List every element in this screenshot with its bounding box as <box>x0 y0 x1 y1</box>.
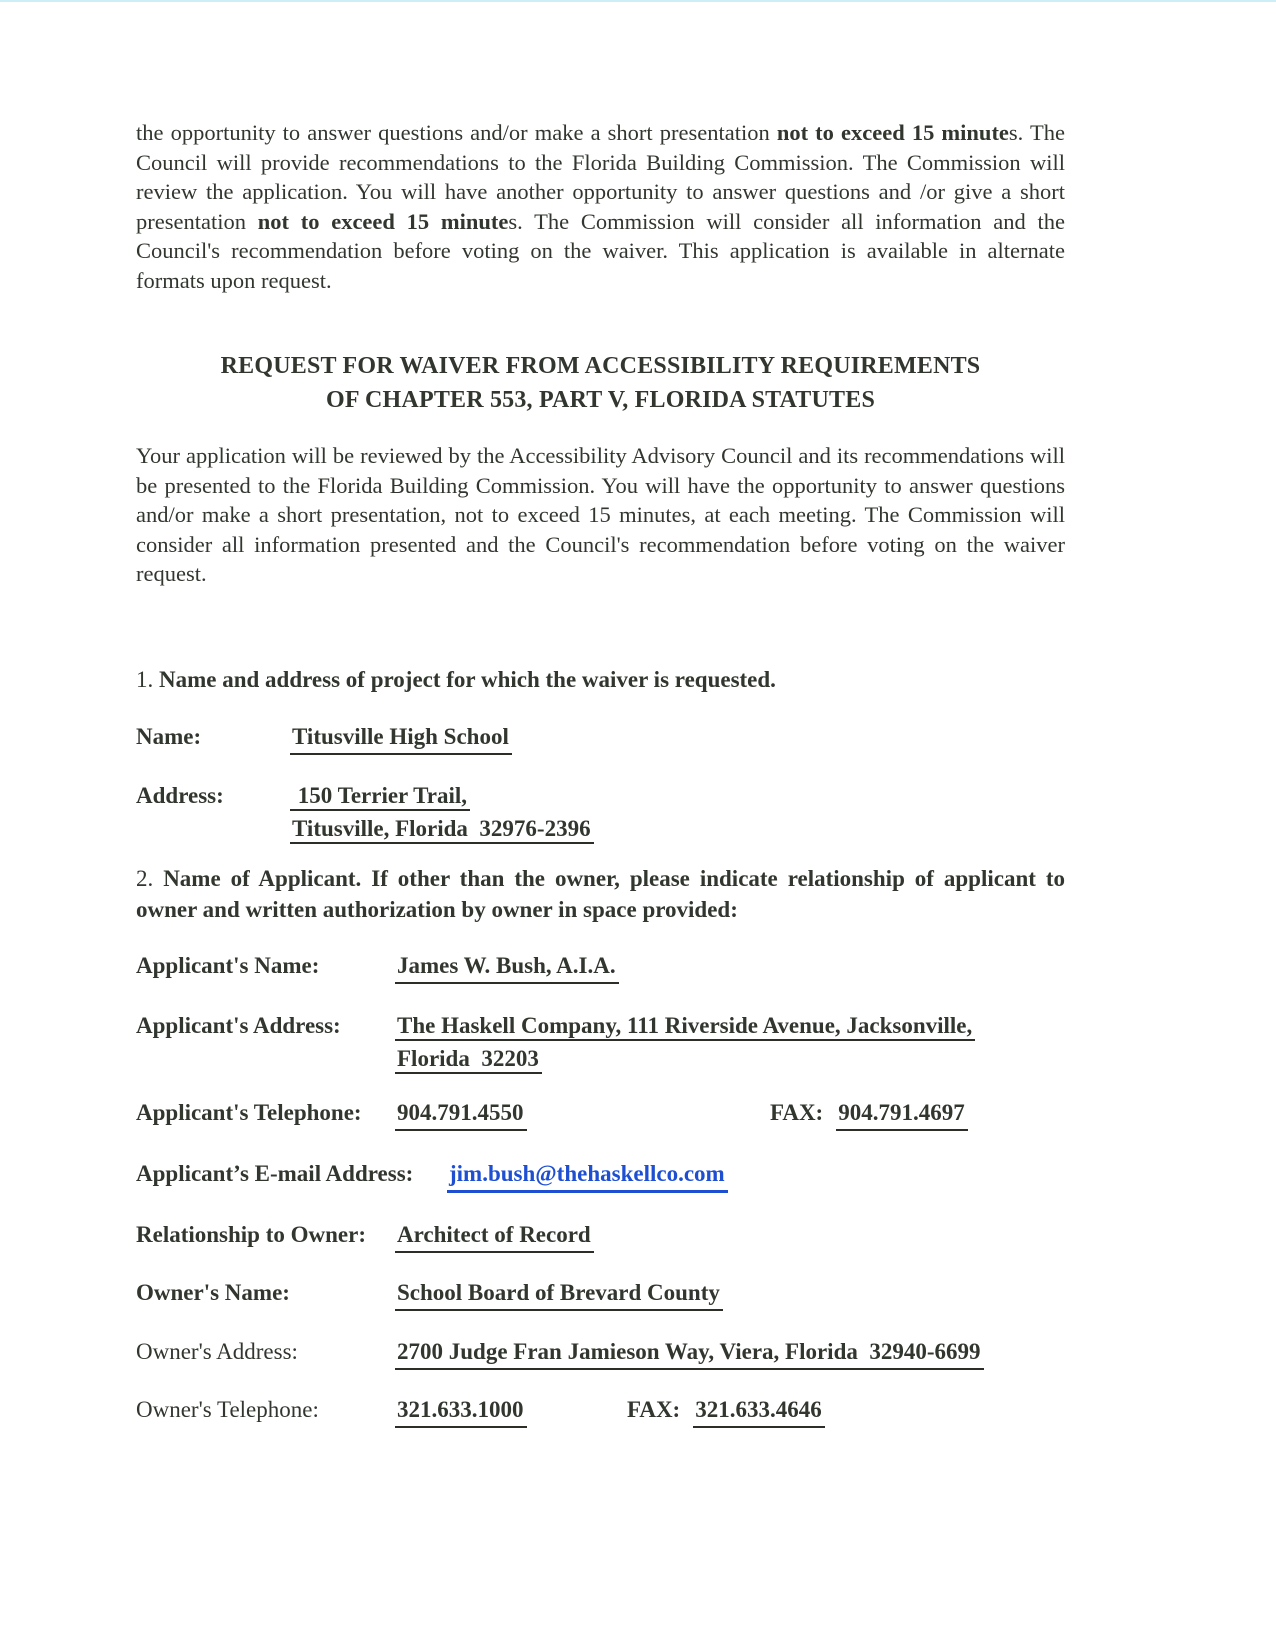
applicant-email-row <box>136 1159 1065 1193</box>
owner-fax-value: 321.633.4646 <box>693 1395 825 1428</box>
owner-fax-group <box>627 1395 825 1428</box>
project-name-label: Name: <box>136 723 202 749</box>
intro-bold-1: not to exceed 15 minute <box>776 120 1009 145</box>
relationship-value: Architect of Record <box>395 1220 594 1253</box>
review-paragraph: Your application will be reviewed by the Accessibility Advisory Council and its recommendations will be presented to the Florida Building Commission. You will have the opportunity to answer questions and/or make a short presentation, not to exceed 15 minutes, at each meeting. The Commission will consider all information presented and the Council's recommendation before voting on the waiver request. <box>136 443 1065 586</box>
relationship-label: Relationship to Owner: <box>136 1221 366 1247</box>
project-address-label: Address: <box>136 782 224 808</box>
applicant-phone-label: Applicant's Telephone: <box>136 1099 362 1125</box>
project-address-row <box>136 781 1065 844</box>
section-2-heading <box>136 863 1065 925</box>
project-address-line-1: 150 Terrier Trail, <box>290 783 470 811</box>
project-name-row <box>136 722 1065 755</box>
applicant-name-row <box>136 951 1065 984</box>
applicant-fax-group <box>770 1098 968 1131</box>
applicant-address-line-2: Florida 32203 <box>395 1046 542 1074</box>
applicant-fax-label: FAX: <box>770 1099 824 1125</box>
relationship-row <box>136 1220 1065 1253</box>
owner-name-value: School Board of Brevard County <box>395 1278 723 1311</box>
owner-name-row <box>136 1278 1065 1311</box>
project-address-value <box>290 781 594 844</box>
section-1-heading-text: Name and address of project for which the waiver is requested. <box>159 666 776 692</box>
title-line-1: REQUEST FOR WAIVER FROM ACCESSIBILITY REQUIREMENTS <box>220 353 981 379</box>
applicant-name-value: James W. Bush, A.I.A. <box>395 951 619 984</box>
intro-text-1: the opportunity to answer questions and/or make a short presentation <box>136 120 777 145</box>
applicant-address-value <box>395 1011 975 1074</box>
applicant-email-label: Applicant’s E-mail Address: <box>136 1160 414 1186</box>
section-1-number: 1. <box>136 666 154 692</box>
intro-paragraph <box>136 118 1065 295</box>
intro-text-2: s. The Council will provide recommendations to the Florida Building Commission. The Commission will review the application. You will have another opportunity to answer questions and /or give a short presentation <box>136 120 1065 234</box>
owner-address-row <box>136 1337 1065 1370</box>
section-2-heading-text: Name of Applicant. If other than the owner, please indicate relationship of applicant to owner and written authorization by owner in space provided: <box>136 865 1066 922</box>
email-link[interactable]: jim.bush@thehaskellco.com <box>447 1159 728 1193</box>
document-title <box>136 349 1065 417</box>
title-line-2: OF CHAPTER 553, PART V, FLORIDA STATUTES <box>325 387 876 413</box>
applicant-address-label: Applicant's Address: <box>136 1012 341 1038</box>
owner-phone-label: Owner's Telephone: <box>136 1396 319 1422</box>
applicant-address-row <box>136 1011 1065 1074</box>
applicant-phone-value: 904.791.4550 <box>395 1098 527 1131</box>
intro-bold-2: not to exceed 15 minute <box>257 208 509 234</box>
applicant-address-line-1: The Haskell Company, 111 Riverside Avenue, Jacksonville, <box>395 1013 975 1041</box>
section-1-heading <box>136 665 1065 695</box>
owner-name-label: Owner's Name: <box>136 1279 290 1305</box>
intro-text-3: s. The Commission will consider all information and the Council's recommendation before voting on the waiver. This application is available in alternate formats upon request. <box>136 208 1065 293</box>
applicant-phone-row <box>136 1098 1065 1131</box>
document-page <box>136 118 1065 1428</box>
owner-fax-label: FAX: <box>627 1396 681 1422</box>
project-name-value: Titusville High School <box>290 722 512 755</box>
applicant-fax-value: 904.791.4697 <box>836 1098 968 1131</box>
owner-address-value: 2700 Judge Fran Jamieson Way, Viera, Florida 32940-6699 <box>395 1337 984 1370</box>
project-address-line-2: Titusville, Florida 32976-2396 <box>290 816 594 844</box>
owner-phone-value: 321.633.1000 <box>395 1395 527 1428</box>
owner-phone-row <box>136 1395 1065 1428</box>
applicant-name-label: Applicant's Name: <box>136 952 320 978</box>
scan-artifact-top-edge <box>0 0 1276 2</box>
owner-address-label: Owner's Address: <box>136 1338 298 1364</box>
section-2-number: 2. <box>136 865 154 891</box>
